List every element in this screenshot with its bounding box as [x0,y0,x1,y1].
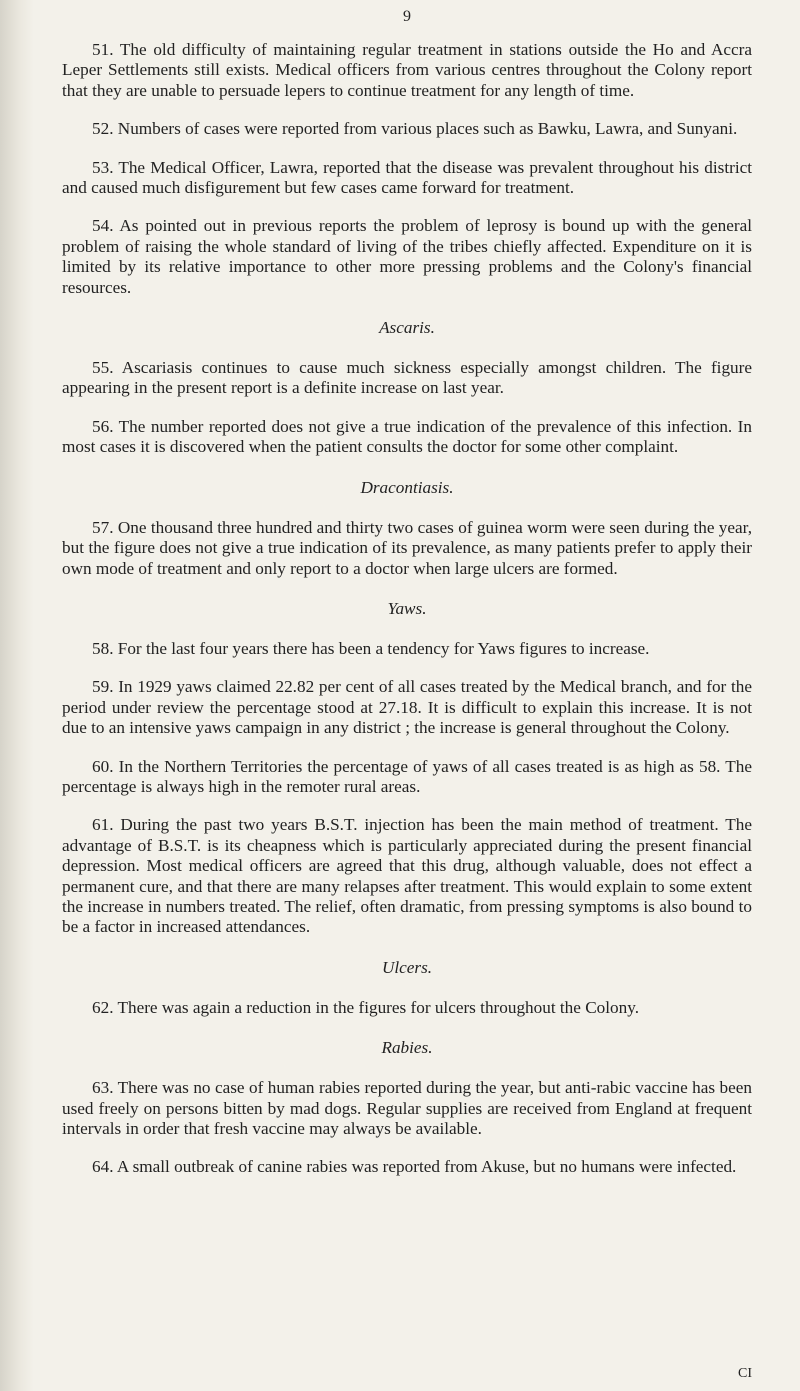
paragraph-58: 58. For the last four years there has been a tendency for Yaws figures to increase. [92,638,650,658]
paragraph-62: 62. There was again a reduction in the figures for ulcers throughout the Colony. [92,997,639,1017]
paragraph-60: 60. In the Northern Territories the percentage of yaws of all cases treated is as high as 58. The percentage is always high in the remoter rural areas. [62,756,752,796]
paragraph-52: 52. Numbers of cases were reported from various places such as Bawku, Lawra, and Sunyani. [92,119,738,139]
section-heading-ascaris: Ascaris. [379,318,435,338]
paragraph-55: 55. Ascariasis continues to cause much sickness especially amongst children. The figure appearing in the present report is a definite increase on last year. [62,358,752,398]
paragraph-51: 51. The old difficulty of maintaining regular treatment in stations outside the Ho and Accra Leper Settlements still exists. Medical officers from various centres throughout the Colony report that they are unable to persuade lepers to continue treatment for any length of time. [62,40,752,100]
paragraph-53: 53. The Medical Officer, Lawra, reported that the disease was prevalent throughout his district and caused much disfigurement but few cases came forward for treatment. [62,157,752,198]
page-number: 9 [403,8,411,25]
document-body [62,40,752,1196]
printer-signature-mark: CI [738,1366,752,1381]
paragraph-54: 54. As pointed out in previous reports the problem of leprosy is bound up with the general problem of raising the whole standard of living of the tribes chiefly affected. Expenditure on it is limited by its relative importance to other more pressing problems and the Colony's financial resources. [62,216,752,297]
page-edge-shadow [0,0,34,1391]
paragraph-63: 63. There was no case of human rabies reported during the year, but anti-rabic vaccine has been used freely on persons bitten by mad dogs. Regular supplies are received from England at frequent intervals in order that fresh vaccine may always be available. [62,1078,752,1138]
paragraph-64: 64. A small outbreak of canine rabies was reported from Akuse, but no humans were infected. [92,1157,737,1177]
section-heading-ulcers: Ulcers. [381,957,433,977]
paragraph-56: 56. The number reported does not give a true indication of the prevalence of this infection. In most cases it is discovered when the patient consults the doctor for some other complaint. [62,416,752,457]
paragraph-59: 59. In 1929 yaws claimed 22.82 per cent of all cases treated by the Medical branch, and for the period under review the percentage stood at 27.18. It is difficult to explain this increase. It is not due to an intensive yaws campaign in any district ; the increase is general throughout the Colony. [62,677,752,738]
section-heading-rabies: Rabies. [381,1038,433,1058]
section-heading-dracontiasis: Dracontiasis. [360,477,454,497]
paragraph-57: 57. One thousand three hundred and thirty two cases of guinea worm were seen during the year, but the figure does not give a true indication of its prevalence, as many patients prefer to apply their own mode of treatment and only report to a doctor when large ulcers are formed. [62,517,752,578]
paragraph-61: 61. During the past two years B.S.T. injection has been the main method of treatment. The advantage of B.S.T. is its cheapness which is particularly appreciated during the present financial depression. Most medical officers are agreed that this drug, although valuable, does not effect a permanent cure, and that there are many relapses after treatment. This would explain to some extent the increase in numbers treated. The relief, often dramatic, from pressing symptoms is also bound to be a factor in increased attendances. [62,815,752,937]
section-heading-yaws: Yaws. [387,598,427,618]
